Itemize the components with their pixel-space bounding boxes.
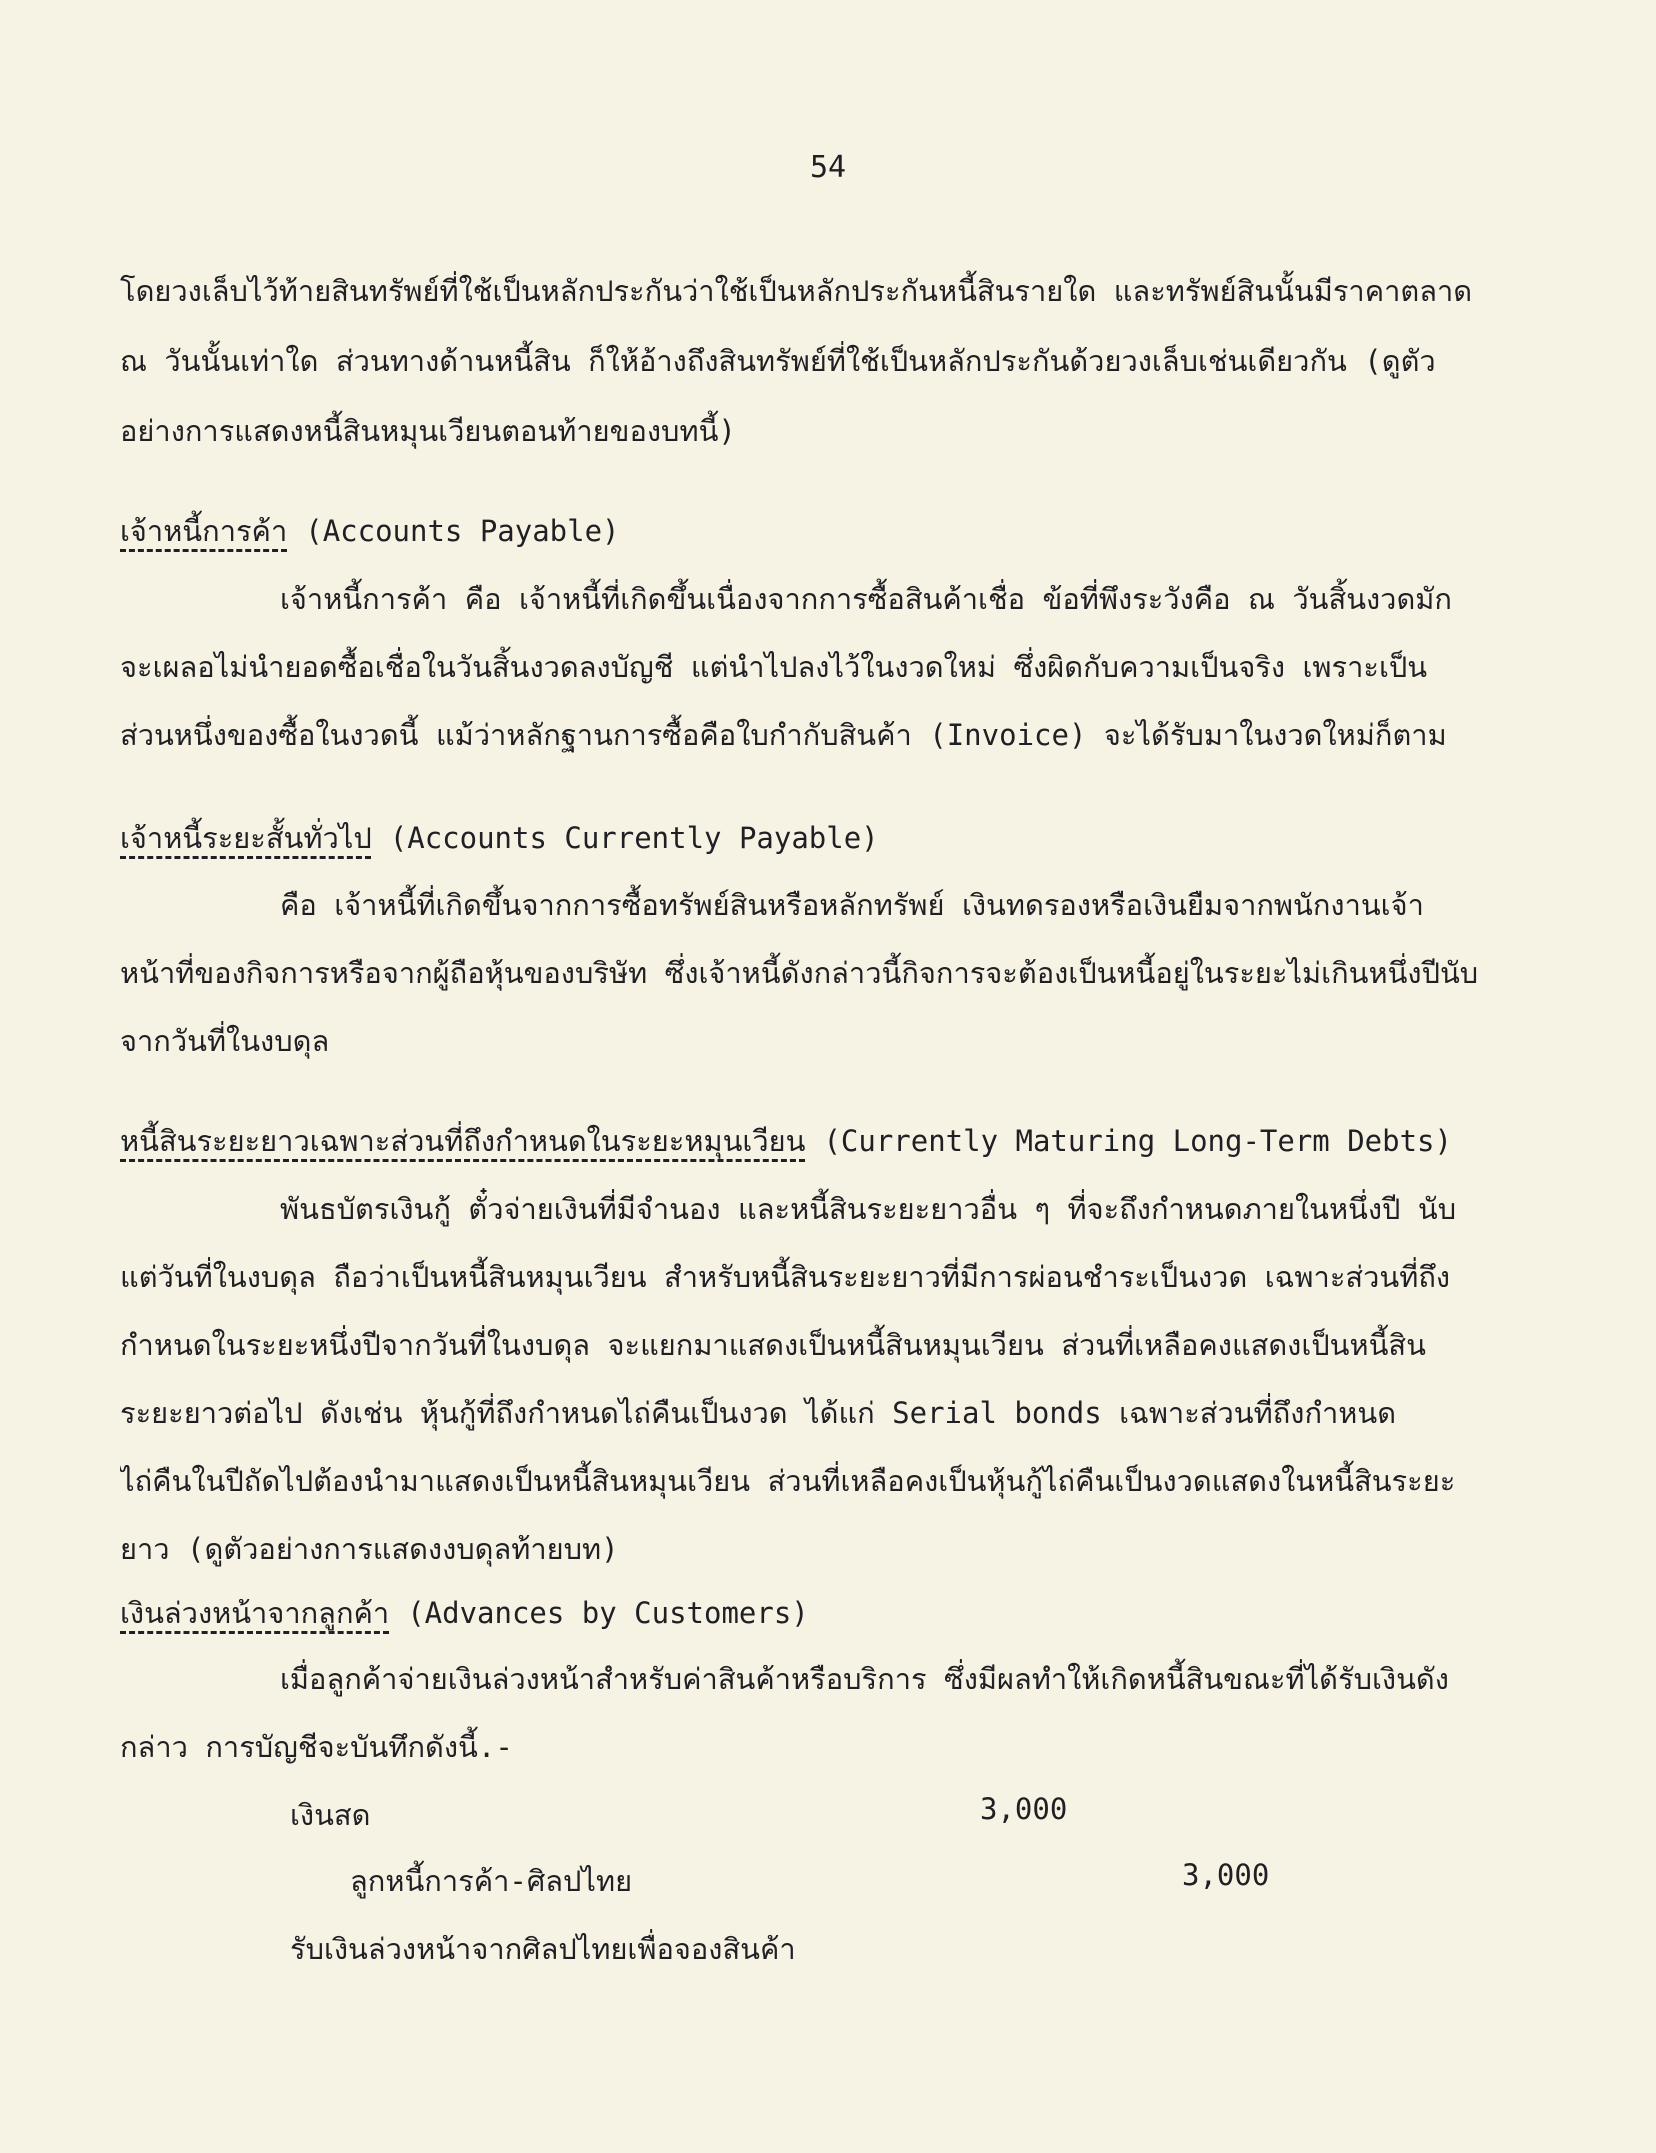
paragraph-line: จากวันที่ในงบดุล xyxy=(120,1024,330,1058)
paragraph-line: เมื่อลูกค้าจ่ายเงินล่วงหน้าสำหรับค่าสินค้าหรือบริการ ซึ่งมีผลทำให้เกิดหนี้สินขณะที่ได้รับเงินดัง xyxy=(280,1662,1449,1696)
paragraph-line: ระยะยาวต่อไป ดังเช่น หุ้นกู้ที่ถึงกำหนดไถ่คืนเป็นงวด ได้แก่ Serial bonds เฉพาะส่วนที่ถึงกำหนด xyxy=(120,1396,1397,1430)
paragraph-line: ยาว (ดูตัวอย่างการแสดงงบดุลท้ายบท) xyxy=(120,1532,619,1566)
journal-debit-amount: 3,000 xyxy=(980,1792,1068,1826)
paragraph-line: หน้าที่ของกิจการหรือจากผู้ถือหุ้นของบริษัท ซึ่งเจ้าหนี้ดังกล่าวนี้กิจการจะต้องเป็นหนี้อยู่ในระยะไม่เกินหนึ่งปีนับ xyxy=(120,956,1479,990)
paragraph-line: ณ วันนั้นเท่าใด ส่วนทางด้านหนี้สิน ก็ให้อ้างถึงสินทรัพย์ที่ใช้เป็นหลักประกันด้วยวงเล็บเช่นเดียวกัน (ดูตัว xyxy=(120,344,1436,378)
heading-english: (Advances by Customers) xyxy=(407,1596,809,1630)
heading-thai: เจ้าหนี้การค้า xyxy=(120,514,288,548)
heading-thai: เงินล่วงหน้าจากลูกค้า xyxy=(120,1596,390,1630)
paragraph-line: อย่างการแสดงหนี้สินหมุนเวียนตอนท้ายของบทนี้) xyxy=(120,414,736,448)
journal-memo: รับเงินล่วงหน้าจากศิลปไทยเพื่อจองสินค้า xyxy=(290,1932,796,1966)
heading-thai: เจ้าหนี้ระยะสั้นทั่วไป xyxy=(120,821,372,855)
section-heading-accounts-payable xyxy=(120,508,620,554)
paragraph-line: กำหนดในระยะหนึ่งปีจากวันที่ในงบดุล จะแยกมาแสดงเป็นหนี้สินหมุนเวียน ส่วนที่เหลือคงแสดงเป็นหนี้สิน xyxy=(120,1328,1426,1362)
paragraph-line: จะเผลอไม่นำยอดซื้อเชื่อในวันสิ้นงวดลงบัญชี แต่นำไปลงไว้ในงวดใหม่ ซึ่งผิดกับความเป็นจริง เพราะเป็น xyxy=(120,650,1428,684)
section-heading-accounts-currently-payable xyxy=(120,815,879,861)
paragraph-line: แต่วันที่ในงบดุล ถือว่าเป็นหนี้สินหมุนเวียน สำหรับหนี้สินระยะยาวที่มีการผ่อนชำระเป็นงวด เฉพาะส่วนที่ถึง xyxy=(120,1260,1451,1294)
paragraph-line: คือ เจ้าหนี้ที่เกิดขึ้นจากการซื้อทรัพย์สินหรือหลักทรัพย์ เงินทดรองหรือเงินยืมจากพนักงานเจ้า xyxy=(280,888,1424,922)
paragraph-line: ไถ่คืนในปีถัดไปต้องนำมาแสดงเป็นหนี้สินหมุนเวียน ส่วนที่เหลือคงเป็นหุ้นกู้ไถ่คืนเป็นงวดแสดงในหนี้สินระยะ xyxy=(120,1464,1456,1498)
paragraph-line: ส่วนหนึ่งของซื้อในงวดนี้ แม้ว่าหลักฐานการซื้อคือใบกำกับสินค้า (Invoice) จะได้รับมาในงวดใหม่ก็ตาม xyxy=(120,718,1447,752)
journal-credit-amount: 3,000 xyxy=(1182,1858,1270,1892)
heading-english: (Currently Maturing Long-Term Debts) xyxy=(823,1124,1452,1158)
paragraph-line: พันธบัตรเงินกู้ ตั๋วจ่ายเงินที่มีจำนอง และหนี้สินระยะยาวอื่น ๆ ที่จะถึงกำหนดภายในหนึ่งปี นับ xyxy=(280,1192,1457,1226)
paragraph-line: โดยวงเล็บไว้ท้ายสินทรัพย์ที่ใช้เป็นหลักประกันว่าใช้เป็นหลักประกันหนี้สินรายใด และทรัพย์สินนั้นมีราคาตลาด xyxy=(120,274,1473,308)
section-heading-currently-maturing-debts xyxy=(120,1118,1452,1164)
heading-thai: หนี้สินระยะยาวเฉพาะส่วนที่ถึงกำหนดในระยะหมุนเวียน xyxy=(120,1124,806,1158)
heading-english: (Accounts Payable) xyxy=(305,514,620,548)
journal-debit-account: เงินสด xyxy=(290,1798,371,1832)
paragraph-line: กล่าว การบัญชีจะบันทึกดังนี้.- xyxy=(120,1730,513,1764)
journal-credit-account: ลูกหนี้การค้า-ศิลปไทย xyxy=(350,1864,633,1898)
section-heading-advances-by-customers xyxy=(120,1590,809,1636)
heading-english: (Accounts Currently Payable) xyxy=(389,821,879,855)
page-number: 54 xyxy=(809,150,847,185)
paragraph-line: เจ้าหนี้การค้า คือ เจ้าหนี้ที่เกิดขึ้นเนื่องจากการซื้อสินค้าเชื่อ ข้อที่พึงระวังคือ ณ วันสิ้นงวดมัก xyxy=(280,582,1452,616)
